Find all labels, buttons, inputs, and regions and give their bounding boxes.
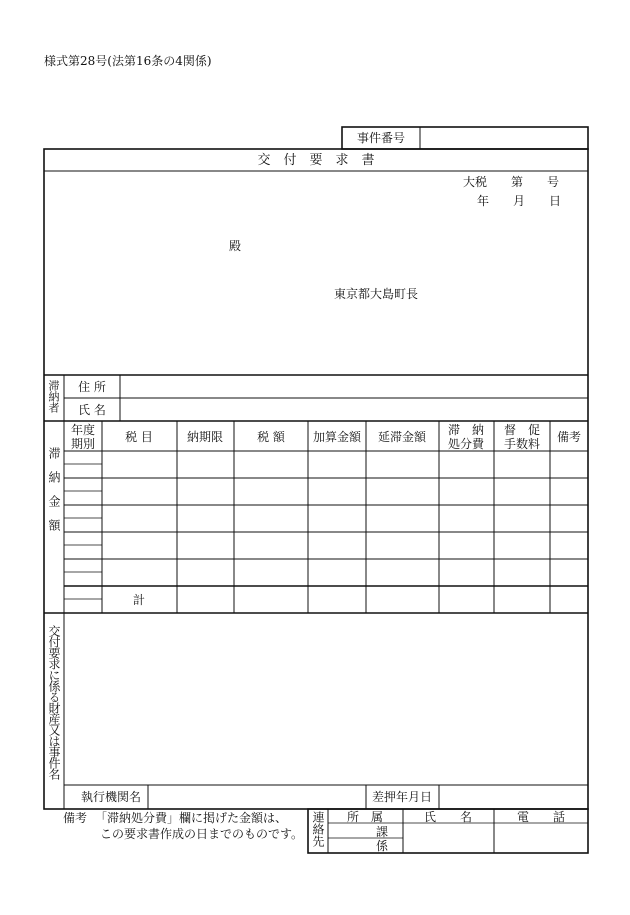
note-line-1: 「滞納処分費」欄に掲げた金額は、 (95, 811, 288, 825)
address-label: 住 所 (78, 380, 106, 394)
seizure-date-label: 差押年月日 (371, 790, 433, 804)
issue-date: 年 月 日 (477, 194, 562, 208)
form-number: 様式第28号(法第16条の4関係) (44, 54, 212, 68)
total-label: 計 (132, 593, 146, 607)
contact-name-label: 氏 名 (423, 810, 473, 824)
header-disposal-top: 滞 納 (447, 423, 485, 437)
header-due-date: 納期限 (186, 430, 224, 444)
contact-dept-label: 所 属 (346, 810, 384, 824)
contact-section-label: 課 (376, 825, 389, 839)
header-late-fee: 延滞金額 (377, 430, 427, 444)
amount-side-label: 滞 納 金 額 (47, 447, 61, 531)
addressee-suffix: 殿 (229, 239, 242, 253)
reference-number: 大税 第 号 (463, 175, 560, 189)
agency-label: 執行機関名 (80, 790, 142, 804)
header-dunning-top: 督 促 (503, 423, 541, 437)
header-tax-item: 税 目 (125, 430, 153, 444)
header-tax-amount: 税 額 (257, 430, 285, 444)
property-side-label: 交付要求に係る財産又は事件名 (47, 625, 61, 779)
note-line-2: この要求書作成の日までのものです。 (100, 827, 304, 841)
header-remarks: 備考 (556, 430, 582, 444)
document-title: 交 付 要 求 書 (257, 153, 375, 168)
name-label: 氏 名 (78, 403, 106, 417)
contact-unit-label: 係 (376, 839, 389, 853)
note-label: 備考 (63, 811, 88, 825)
header-dunning-bottom: 手数料 (503, 437, 541, 451)
header-disposal-bottom: 処分費 (447, 437, 485, 451)
header-additional: 加算金額 (312, 430, 362, 444)
contact-side-label: 連絡先 (311, 811, 325, 847)
issuer-name: 東京都大島町長 (334, 287, 419, 301)
contact-phone-label: 電 話 (516, 810, 566, 824)
header-period: 期別 (70, 437, 96, 451)
delinquent-side-label: 滞納者 (47, 380, 60, 413)
case-number-label: 事件番号 (356, 131, 406, 145)
header-year: 年度 (70, 423, 96, 437)
